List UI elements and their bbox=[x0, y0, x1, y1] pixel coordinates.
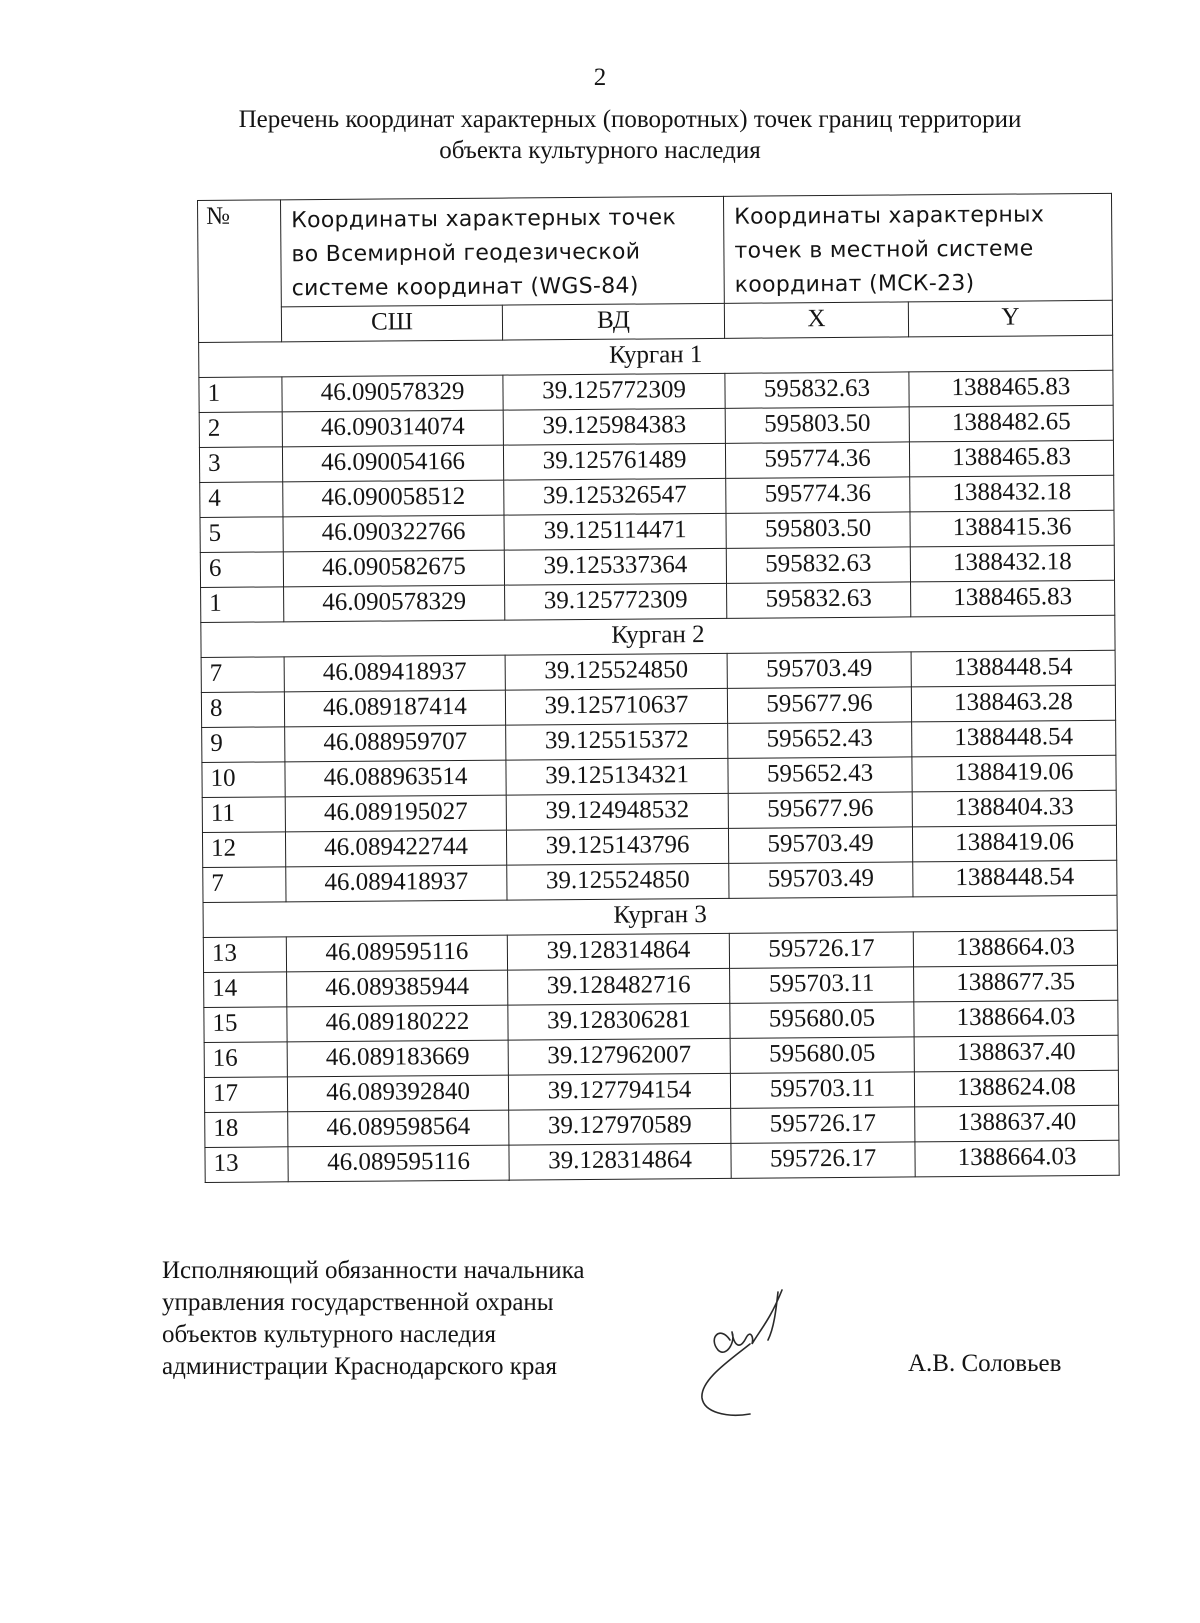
cell-point-number: 18 bbox=[205, 1112, 288, 1148]
cell-y: 1388465.83 bbox=[911, 580, 1115, 617]
cell-longitude: 39.125524850 bbox=[507, 863, 729, 900]
title-line-2: объекта культурного наследия bbox=[439, 137, 761, 164]
cell-x: 595832.63 bbox=[725, 372, 909, 408]
cell-latitude: 46.090054166 bbox=[282, 445, 503, 482]
cell-y: 1388432.18 bbox=[910, 545, 1114, 582]
cell-y: 1388419.06 bbox=[912, 755, 1116, 792]
cell-point-number: 4 bbox=[200, 482, 283, 518]
cell-longitude: 39.127962007 bbox=[508, 1038, 730, 1075]
cell-latitude: 46.088963514 bbox=[285, 760, 506, 797]
cell-longitude: 39.125326547 bbox=[504, 478, 726, 515]
cell-x: 595703.49 bbox=[729, 862, 913, 898]
cell-longitude: 39.125515372 bbox=[506, 723, 728, 760]
cell-x: 595652.43 bbox=[728, 722, 912, 758]
group-title: Курган 2 bbox=[201, 615, 1115, 657]
signatory-line-2: управления государственной охраны bbox=[162, 1289, 554, 1316]
cell-x: 595726.17 bbox=[731, 1107, 915, 1143]
group-title: Курган 3 bbox=[203, 895, 1117, 937]
cell-latitude: 46.090322766 bbox=[283, 515, 504, 552]
cell-x: 595803.50 bbox=[725, 407, 909, 443]
cell-latitude: 46.088959707 bbox=[285, 725, 506, 762]
cell-latitude: 46.089418937 bbox=[284, 655, 505, 692]
header-msk23 bbox=[723, 193, 1112, 303]
cell-latitude: 46.090314074 bbox=[282, 410, 503, 447]
cell-longitude: 39.128306281 bbox=[508, 1003, 730, 1040]
cell-longitude: 39.125772309 bbox=[503, 373, 725, 410]
cell-point-number: 11 bbox=[202, 797, 285, 833]
cell-x: 595677.96 bbox=[728, 792, 912, 828]
cell-x: 595774.36 bbox=[726, 477, 910, 513]
header-msk23-line-1: Координаты характерных bbox=[734, 202, 1045, 230]
header-number: № bbox=[198, 200, 282, 343]
cell-longitude: 39.125114471 bbox=[504, 513, 726, 550]
cell-y: 1388448.54 bbox=[911, 650, 1115, 687]
cell-longitude: 39.128314864 bbox=[509, 1143, 731, 1180]
cell-y: 1388448.54 bbox=[912, 720, 1116, 757]
cell-y: 1388463.28 bbox=[911, 685, 1115, 722]
cell-point-number: 15 bbox=[204, 1007, 287, 1043]
cell-y: 1388465.83 bbox=[909, 440, 1113, 477]
cell-longitude: 39.125772309 bbox=[505, 583, 727, 620]
cell-point-number: 12 bbox=[202, 832, 285, 868]
header-x: X bbox=[724, 302, 908, 338]
cell-x: 595680.05 bbox=[730, 1002, 914, 1038]
cell-longitude: 39.128314864 bbox=[507, 933, 729, 970]
cell-y: 1388624.08 bbox=[914, 1070, 1118, 1107]
cell-x: 595703.11 bbox=[730, 1072, 914, 1108]
cell-point-number: 16 bbox=[204, 1042, 287, 1078]
cell-point-number: 2 bbox=[199, 412, 282, 448]
cell-y: 1388465.83 bbox=[909, 370, 1113, 407]
cell-y: 1388637.40 bbox=[914, 1035, 1118, 1072]
cell-latitude: 46.089418937 bbox=[286, 865, 507, 902]
cell-y: 1388664.03 bbox=[914, 1000, 1118, 1037]
cell-latitude: 46.089187414 bbox=[284, 690, 505, 727]
header-wgs84 bbox=[281, 196, 725, 306]
cell-latitude: 46.089422744 bbox=[285, 830, 506, 867]
cell-point-number: 14 bbox=[204, 972, 287, 1008]
cell-latitude: 46.089595116 bbox=[286, 935, 507, 972]
cell-latitude: 46.089392840 bbox=[287, 1075, 508, 1112]
cell-y: 1388664.03 bbox=[913, 930, 1117, 967]
cell-point-number: 3 bbox=[199, 447, 282, 483]
cell-y: 1388432.18 bbox=[910, 475, 1114, 512]
cell-y: 1388664.03 bbox=[915, 1140, 1119, 1177]
cell-longitude: 39.125761489 bbox=[503, 443, 725, 480]
cell-latitude: 46.089598564 bbox=[288, 1110, 509, 1147]
cell-point-number: 1 bbox=[201, 587, 284, 623]
signatory-position bbox=[162, 1255, 584, 1383]
cell-x: 595726.17 bbox=[729, 932, 913, 968]
cell-point-number: 7 bbox=[203, 867, 286, 903]
cell-x: 595832.63 bbox=[727, 582, 911, 618]
cell-x: 595726.17 bbox=[731, 1142, 915, 1178]
header-wgs84-line-1: Координаты характерных точек bbox=[291, 205, 677, 234]
cell-point-number: 1 bbox=[199, 377, 282, 413]
cell-y: 1388677.35 bbox=[914, 965, 1118, 1002]
cell-longitude: 39.125134321 bbox=[506, 758, 728, 795]
cell-point-number: 5 bbox=[200, 517, 283, 553]
table-row bbox=[205, 1140, 1119, 1182]
header-wgs84-line-2: во Всемирной геодезической bbox=[291, 239, 641, 268]
cell-x: 595832.63 bbox=[726, 547, 910, 583]
cell-x: 595703.49 bbox=[728, 827, 912, 863]
header-msk23-line-2: точек в местной системе bbox=[734, 236, 1034, 264]
header-wgs84-line-3: системе координат (WGS-84) bbox=[291, 273, 639, 302]
cell-longitude: 39.125337364 bbox=[504, 548, 726, 585]
cell-latitude: 46.090578329 bbox=[284, 585, 505, 622]
header-y: Y bbox=[908, 300, 1112, 337]
cell-latitude: 46.089385944 bbox=[287, 970, 508, 1007]
cell-x: 595703.49 bbox=[727, 652, 911, 688]
cell-point-number: 8 bbox=[201, 692, 284, 728]
page-number: 2 bbox=[593, 64, 607, 91]
cell-point-number: 9 bbox=[202, 727, 285, 763]
signer-name: А.В. Соловьев bbox=[908, 1350, 1062, 1377]
header-latitude: СШ bbox=[281, 305, 502, 342]
cell-x: 595680.05 bbox=[730, 1037, 914, 1073]
cell-latitude: 46.089183669 bbox=[287, 1040, 508, 1077]
cell-y: 1388419.06 bbox=[912, 825, 1116, 862]
cell-longitude: 39.125984383 bbox=[503, 408, 725, 445]
cell-latitude: 46.090582675 bbox=[283, 550, 504, 587]
cell-longitude: 39.125524850 bbox=[505, 653, 727, 690]
cell-latitude: 46.089195027 bbox=[285, 795, 506, 832]
cell-point-number: 6 bbox=[200, 552, 283, 588]
cell-longitude: 39.124948532 bbox=[506, 793, 728, 830]
cell-longitude: 39.125710637 bbox=[505, 688, 727, 725]
cell-latitude: 46.090578329 bbox=[282, 375, 503, 412]
cell-x: 595677.96 bbox=[727, 687, 911, 723]
cell-y: 1388637.40 bbox=[915, 1105, 1119, 1142]
cell-x: 595803.50 bbox=[726, 512, 910, 548]
cell-x: 595774.36 bbox=[725, 442, 909, 478]
cell-point-number: 17 bbox=[204, 1077, 287, 1113]
signatory-line-3: объектов культурного наследия bbox=[162, 1321, 496, 1348]
cell-x: 595652.43 bbox=[728, 757, 912, 793]
header-msk23-line-3: координат (МСК-23) bbox=[734, 270, 975, 298]
group-title: Курган 1 bbox=[199, 335, 1113, 377]
title-line-1: Перечень координат характерных (поворотных) точек границ территории bbox=[238, 106, 1022, 133]
signatory-line-1: Исполняющий обязанности начальника bbox=[162, 1257, 585, 1284]
cell-longitude: 39.128482716 bbox=[508, 968, 730, 1005]
cell-y: 1388404.33 bbox=[912, 790, 1116, 827]
document-title bbox=[0, 104, 1200, 166]
cell-point-number: 10 bbox=[202, 762, 285, 798]
coordinates-table bbox=[197, 193, 1120, 1183]
table-header-row bbox=[198, 193, 1113, 307]
cell-point-number: 13 bbox=[203, 937, 286, 973]
cell-longitude: 39.127794154 bbox=[508, 1073, 730, 1110]
cell-y: 1388448.54 bbox=[913, 860, 1117, 897]
cell-point-number: 13 bbox=[205, 1147, 288, 1183]
cell-latitude: 46.089180222 bbox=[287, 1005, 508, 1042]
cell-longitude: 39.127970589 bbox=[509, 1108, 731, 1145]
cell-latitude: 46.089595116 bbox=[288, 1145, 509, 1182]
cell-longitude: 39.125143796 bbox=[506, 828, 728, 865]
cell-y: 1388415.36 bbox=[910, 510, 1114, 547]
header-longitude: ВД bbox=[502, 303, 724, 340]
cell-point-number: 7 bbox=[201, 657, 284, 693]
signatory-line-4: администрации Краснодарского края bbox=[162, 1353, 558, 1380]
cell-latitude: 46.090058512 bbox=[283, 480, 504, 517]
handwritten-signature bbox=[690, 1280, 800, 1420]
cell-x: 595703.11 bbox=[730, 967, 914, 1003]
cell-y: 1388482.65 bbox=[909, 405, 1113, 442]
